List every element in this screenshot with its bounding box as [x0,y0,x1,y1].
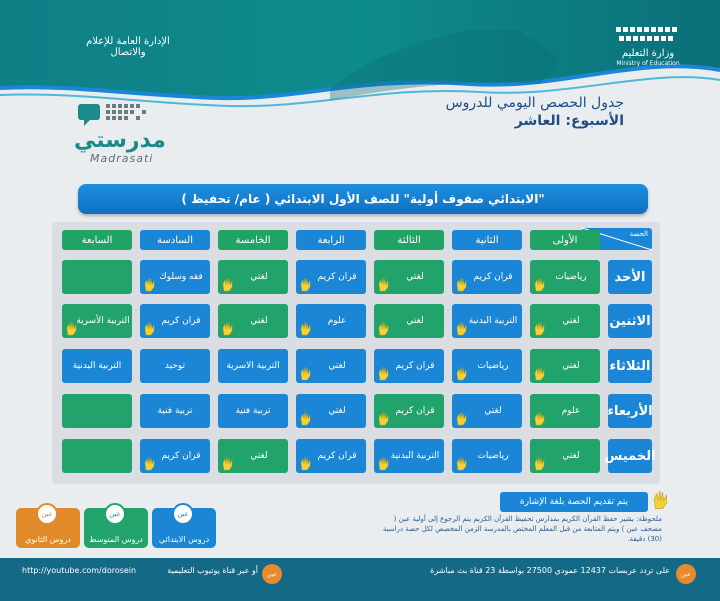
lesson-label: التربية البدنية [468,315,518,326]
madrasati-brand-en: Madrasati [90,152,154,165]
lesson-cell[interactable] [296,260,366,294]
lesson-cell[interactable] [218,439,288,473]
sign-language-hand-icon [298,455,314,471]
sign-language-hand-icon [532,410,548,426]
ein-channel-icon: عين [262,564,282,584]
sign-language-hand-icon [532,455,548,471]
media-department-calligraphy: الإدارة العامة للإعلام والاتصال [86,36,170,58]
lesson-cell[interactable] [374,260,444,294]
primary-lessons-button[interactable] [152,508,216,548]
lesson-label: لغتي [328,405,346,416]
sign-language-hand-icon [454,410,470,426]
lesson-label: فقه وسلوك [159,271,203,282]
lesson-label: لغتي [562,315,580,326]
sign-language-hand-icon [298,320,314,336]
sign-language-hand-icon [142,320,158,336]
youtube-link[interactable]: http://youtube.com/dorosein [22,566,137,575]
sign-language-hand-icon [454,276,470,292]
lesson-cell[interactable] [530,260,600,294]
lesson-cell[interactable] [218,304,288,338]
sign-language-hand-icon [376,320,392,336]
lesson-cell[interactable] [374,304,444,338]
sign-language-hand-icon [454,455,470,471]
lesson-label: قران كريم [473,271,513,282]
lesson-label: علوم [327,315,347,326]
lesson-label: تربية فنية [157,405,193,416]
sign-language-hand-icon [142,455,158,471]
lesson-label: لغتي [406,315,424,326]
lesson-label: قران كريم [317,450,357,461]
lesson-label: التربية الأسرية [76,315,130,326]
lesson-cell[interactable] [62,304,132,338]
sign-language-hand-icon [532,365,548,381]
lesson-cell[interactable] [374,349,444,383]
lesson-label: رياضيات [555,271,587,282]
sign-language-hand-icon [532,320,548,336]
lesson-cell-empty [62,260,132,294]
lesson-label: لغتي [250,271,268,282]
lesson-label: لغتي [250,315,268,326]
ministry-name-ar: وزارة التعليم [621,48,675,59]
lesson-cell[interactable] [374,394,444,428]
period-header-3: الثالثة [374,230,444,250]
sign-language-hand-icon [454,320,470,336]
sign-language-hand-icon [298,365,314,381]
sign-language-hand-icon [376,276,392,292]
lesson-cell[interactable] [218,260,288,294]
ein-tv-icon: عين [676,564,696,584]
lesson-label: قران كريم [395,405,435,416]
lesson-cell[interactable] [140,394,210,428]
ein-logo-icon: عين [36,503,58,525]
sign-language-hand-icon [454,365,470,381]
madrasati-logo-icon [76,98,166,130]
lesson-label: قران كريم [161,315,201,326]
period-header-6: السادسة [140,230,210,250]
lesson-cell[interactable] [452,260,522,294]
lesson-cell[interactable] [296,394,366,428]
lesson-label: علوم [561,405,581,416]
intermediate-lessons-button[interactable] [84,508,148,548]
grade-banner: "الابتدائي صفوف أولية" للصف الأول الابتدائي ( عام/ تحفيظ ) [78,184,648,214]
sign-language-hand-icon [64,320,80,336]
sign-language-hand-icon [298,276,314,292]
lesson-label: لغتي [562,450,580,461]
lesson-cell[interactable] [374,439,444,473]
ministry-logo [598,24,698,68]
ein-logo-icon: عين [172,503,194,525]
period-header-2: الثانية [452,230,522,250]
lesson-cell[interactable] [140,349,210,383]
lesson-label: التربية البدنية [72,360,122,371]
day-wednesday: الأربعاء [608,394,652,428]
secondary-lessons-label: دروس الثانوي [25,535,71,544]
lesson-label: لغتي [250,450,268,461]
lesson-cell-empty [62,394,132,428]
lesson-cell[interactable] [452,439,522,473]
period-header-5: الخامسة [218,230,288,250]
period-header-4: الرابعة [296,230,366,250]
day-sunday: الأحد [608,260,652,294]
lesson-label: قران كريم [317,271,357,282]
satellite-frequency: على تردد عربسات 12437 عمودي 27500 بواسطة 23 قناة بث مباشرة [430,566,670,575]
lesson-label: لغتي [328,360,346,371]
lesson-cell[interactable] [140,439,210,473]
sign-language-hand-icon [376,365,392,381]
sign-language-hand-icon [532,276,548,292]
lesson-cell[interactable] [530,304,600,338]
day-thursday: الخميس [608,439,652,473]
primary-lessons-label: دروس الابتدائي [158,535,210,544]
lesson-cell[interactable] [296,304,366,338]
lesson-cell[interactable] [296,439,366,473]
footer [0,558,720,601]
sign-language-hand-icon [650,488,672,510]
intermediate-lessons-label: دروس المتوسط [89,535,143,544]
period-header-7: السابعة [62,230,132,250]
page-title-block [404,94,624,130]
lesson-cell[interactable] [140,260,210,294]
lesson-label: التربية البدنية [390,450,440,461]
madrasati-brand-ar: مدرستي [74,128,166,153]
schedule-note: ملحوظة: يشير حفظ القرآن الكريم بمدارس تحفيظ القرآن الكريم يتم الرجوع إلى أولية عين ( مصحف عين ) ويتم المتابعة من قبل المعلم المختص بالمدرسة الزمن المخصص لكل حصة دراسية (30) دقيقة. [382,515,662,543]
sign-language-hand-icon [220,455,236,471]
sign-language-hand-icon [220,276,236,292]
youtube-note: أو عبر قناة يوتيوب التعليمية [167,566,258,575]
sign-language-hand-icon [376,410,392,426]
ministry-logo-icon [614,24,682,46]
sign-language-hand-icon [376,455,392,471]
page-title: جدول الحصص اليومي للدروس [445,95,624,111]
lesson-cell[interactable] [530,394,600,428]
sign-language-hand-icon [298,410,314,426]
lesson-cell[interactable] [530,439,600,473]
lesson-label: تربية فنية [235,405,271,416]
sign-language-hand-icon [142,276,158,292]
lesson-cell[interactable] [296,349,366,383]
week-label: الأسبوع: العاشر [514,113,624,129]
lesson-cell[interactable] [218,394,288,428]
secondary-lessons-button[interactable] [16,508,80,548]
lesson-cell[interactable] [62,349,132,383]
lesson-label: توحيد [164,360,186,371]
lesson-cell[interactable] [530,349,600,383]
lesson-cell-empty [62,439,132,473]
lesson-label: التربية الاسرية [226,360,280,371]
lesson-cell[interactable] [452,394,522,428]
lesson-cell[interactable] [140,304,210,338]
day-tuesday: الثلاثاء [608,349,652,383]
lesson-label: رياضيات [477,360,509,371]
lesson-cell[interactable] [452,304,522,338]
lesson-cell[interactable] [452,349,522,383]
corner-period-label: الحصة [629,230,648,238]
lesson-label: لغتي [484,405,502,416]
period-header-1: الأولى [530,230,600,250]
lesson-label: قران كريم [395,360,435,371]
sign-language-hand-icon [220,320,236,336]
lesson-label: لغتي [406,271,424,282]
ein-logo-icon: عين [104,503,126,525]
lesson-label: لغتي [562,360,580,371]
day-monday: الاثنين [608,304,652,338]
madrasati-logo [66,98,176,168]
lesson-label: قران كريم [161,450,201,461]
schedule-grid [52,222,660,484]
lesson-label: رياضيات [477,450,509,461]
lesson-cell[interactable] [218,349,288,383]
ministry-name-en: Ministry of Education [616,60,680,67]
sign-language-legend: يتم تقديم الحصة بلغة الإشارة [500,492,648,512]
